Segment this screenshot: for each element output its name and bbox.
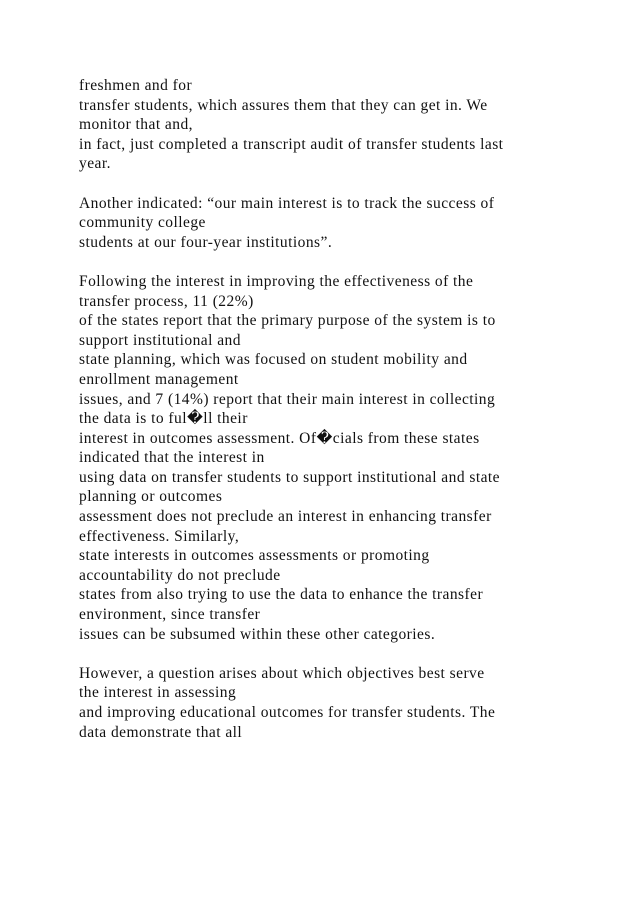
paragraph-2 xyxy=(79,194,579,253)
text-line: states from also trying to use the data to enhance the transfer xyxy=(79,586,484,604)
text-line: effectiveness. Similarly, xyxy=(79,527,240,545)
text-line: issues, and 7 (14%) report that their main interest in collecting xyxy=(79,390,496,408)
text-line: interest in outcomes assessment. Of�cials from these states xyxy=(79,429,480,447)
text-line: state planning, which was focused on student mobility and xyxy=(79,351,468,369)
text-line: in fact, just completed a transcript audit of transfer students last xyxy=(79,135,504,153)
text-line: year. xyxy=(79,155,111,173)
paragraph-3 xyxy=(79,272,579,644)
text-line: However, a question arises about which objectives best serve xyxy=(79,664,485,682)
text-line: community college xyxy=(79,214,206,232)
text-line: issues can be subsumed within these other categories. xyxy=(79,625,436,643)
text-line: planning or outcomes xyxy=(79,488,223,506)
text-line: accountability do not preclude xyxy=(79,566,281,584)
text-line: and improving educational outcomes for transfer students. The xyxy=(79,704,496,721)
text-line: transfer students, which assures them that they can get in. We xyxy=(79,96,488,114)
text-line: indicated that the interest in xyxy=(79,449,265,467)
text-line: enrollment management xyxy=(79,370,239,388)
text-line: using data on transfer students to support institutional and state xyxy=(79,468,501,486)
text-line: of the states report that the primary purpose of the system is to xyxy=(79,312,496,330)
document-page xyxy=(79,76,579,762)
text-line: assessment does not preclude an interest in enhancing transfer xyxy=(79,508,492,526)
text-line: the interest in assessing xyxy=(79,684,237,702)
text-line: environment, since transfer xyxy=(79,606,261,624)
text-line: support institutional and xyxy=(79,331,241,349)
text-line: data demonstrate that all xyxy=(79,723,243,741)
text-line: Another indicated: “our main interest is to track the success of xyxy=(79,194,495,212)
text-line: the data is to ful�ll their xyxy=(79,410,248,428)
paragraph-4 xyxy=(79,664,579,742)
text-line: state interests in outcomes assessments or promoting xyxy=(79,547,430,565)
text-line: transfer process, 11 (22%) xyxy=(79,292,254,310)
text-line: Following the interest in improving the effectiveness of the xyxy=(79,272,474,290)
paragraph-1 xyxy=(79,76,579,174)
text-line: freshmen and for xyxy=(79,77,193,94)
text-line: monitor that and, xyxy=(79,116,193,134)
text-line: students at our four-year institutions”. xyxy=(79,233,333,251)
